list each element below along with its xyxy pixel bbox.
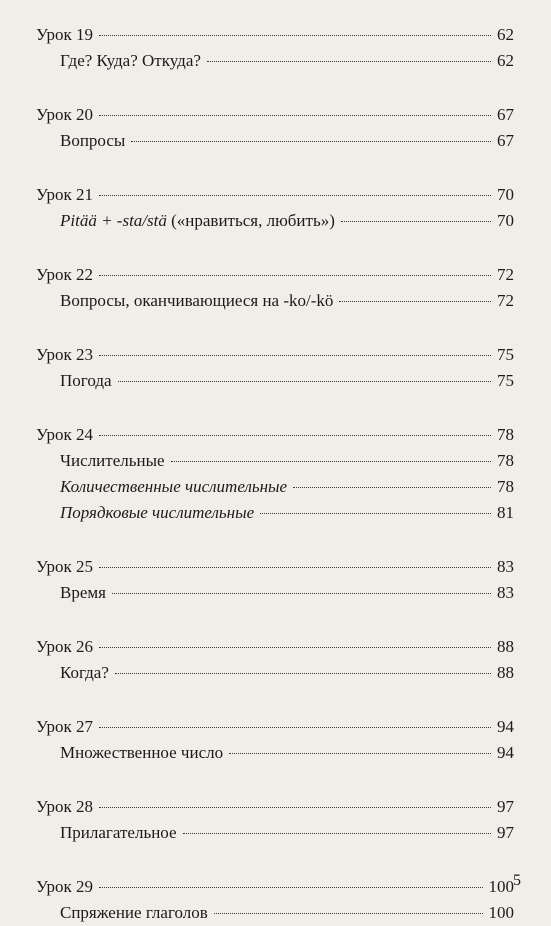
dot-leader <box>171 461 491 462</box>
lesson-title: Урок 22 <box>36 265 94 284</box>
lesson-page-number: 83 <box>497 557 514 576</box>
topic-title <box>60 208 335 234</box>
toc-lesson-row[interactable] <box>36 874 514 900</box>
dot-leader <box>99 355 491 356</box>
toc-topic-row[interactable] <box>36 820 514 846</box>
topic-title: Вопросы <box>60 131 126 150</box>
lesson-page-number: 94 <box>497 717 514 736</box>
dot-leader <box>99 727 491 728</box>
lesson-title: Урок 23 <box>36 345 94 364</box>
topic-title: Порядковые числительные <box>60 503 255 522</box>
topic-title: Вопросы, оканчивающиеся на -ko/-kö <box>60 291 334 310</box>
lesson-title: Урок 28 <box>36 797 94 816</box>
toc-lesson-row[interactable] <box>36 422 514 448</box>
topic-page-number: 75 <box>497 371 514 390</box>
toc-topic-row[interactable] <box>36 128 514 154</box>
dot-leader <box>99 887 482 888</box>
topic-page-number: 97 <box>497 823 514 842</box>
lesson-page-number: 78 <box>497 425 514 444</box>
dot-leader <box>112 593 491 594</box>
toc-topic-row[interactable] <box>36 48 514 74</box>
lesson-page-number: 100 <box>488 877 514 896</box>
toc-lesson <box>36 422 514 526</box>
toc-topic-row[interactable] <box>36 500 514 526</box>
topic-title: Где? Куда? Откуда? <box>60 51 201 70</box>
lesson-title: Урок 26 <box>36 637 94 656</box>
topic-page-number: 88 <box>497 663 514 682</box>
toc-lesson-row[interactable] <box>36 182 514 208</box>
toc-topic-row[interactable] <box>36 900 514 926</box>
toc-lesson-row[interactable] <box>36 714 514 740</box>
toc-lesson-row[interactable] <box>36 794 514 820</box>
toc-lesson-row[interactable] <box>36 22 514 48</box>
lesson-page-number: 97 <box>497 797 514 816</box>
topic-page-number: 94 <box>497 743 514 762</box>
topic-title: Числительные <box>60 451 165 470</box>
dot-leader <box>339 301 491 302</box>
dot-leader <box>99 567 491 568</box>
dot-leader <box>99 115 491 116</box>
lesson-page-number: 67 <box>497 105 514 124</box>
lesson-title: Урок 27 <box>36 717 94 736</box>
topic-page-number: 83 <box>497 583 514 602</box>
toc-topic-row[interactable] <box>36 288 514 314</box>
topic-title: Множественное число <box>60 743 224 762</box>
lesson-title: Урок 19 <box>36 25 94 44</box>
dot-leader <box>341 221 491 222</box>
lesson-page-number: 70 <box>497 185 514 204</box>
dot-leader <box>99 647 491 648</box>
lesson-title: Урок 25 <box>36 557 94 576</box>
dot-leader <box>118 381 491 382</box>
topic-page-number: 67 <box>497 131 514 150</box>
toc-lesson <box>36 22 514 74</box>
dot-leader <box>260 513 491 514</box>
toc-lesson <box>36 102 514 154</box>
lesson-page-number: 72 <box>497 265 514 284</box>
topic-page-number: 70 <box>497 211 514 230</box>
toc-lesson-row[interactable] <box>36 634 514 660</box>
dot-leader <box>99 275 491 276</box>
dot-leader <box>183 833 491 834</box>
toc-lesson <box>36 342 514 394</box>
toc-lesson <box>36 262 514 314</box>
topic-page-number: 100 <box>488 903 514 922</box>
topic-title: Спряжение глаголов <box>60 903 208 922</box>
dot-leader <box>99 35 491 36</box>
lesson-page-number: 62 <box>497 25 514 44</box>
toc-lesson <box>36 874 514 926</box>
lesson-page-number: 88 <box>497 637 514 656</box>
toc-lesson <box>36 794 514 846</box>
lesson-title: Урок 20 <box>36 105 94 124</box>
toc-lesson <box>36 182 514 234</box>
lesson-title: Урок 29 <box>36 877 94 896</box>
topic-title: Количественные числительные <box>60 477 288 496</box>
topic-title-rest: («нравиться, любить») <box>166 211 335 230</box>
topic-page-number: 62 <box>497 51 514 70</box>
toc-lesson-row[interactable] <box>36 554 514 580</box>
toc-lesson <box>36 634 514 686</box>
toc-lesson-row[interactable] <box>36 262 514 288</box>
page-number: 5 <box>513 872 521 889</box>
topic-title: Время <box>60 583 106 602</box>
dot-leader <box>207 61 491 62</box>
dot-leader <box>99 195 491 196</box>
dot-leader <box>131 141 491 142</box>
toc-lesson-row[interactable] <box>36 342 514 368</box>
topic-title: Погода <box>60 371 112 390</box>
table-of-contents <box>36 22 514 926</box>
toc-topic-row[interactable] <box>36 208 514 234</box>
topic-title: Прилагательное <box>60 823 177 842</box>
topic-page-number: 78 <box>497 451 514 470</box>
lesson-title: Урок 24 <box>36 425 94 444</box>
toc-topic-row[interactable] <box>36 448 514 474</box>
toc-topic-row[interactable] <box>36 580 514 606</box>
topic-page-number: 81 <box>497 503 514 522</box>
toc-lesson-row[interactable] <box>36 102 514 128</box>
toc-topic-row[interactable] <box>36 740 514 766</box>
toc-topic-row[interactable] <box>36 474 514 500</box>
dot-leader <box>293 487 491 488</box>
dot-leader <box>214 913 483 914</box>
lesson-title: Урок 21 <box>36 185 94 204</box>
topic-title-italic: Pitää + -sta/stä <box>60 211 167 230</box>
topic-title: Когда? <box>60 663 109 682</box>
dot-leader <box>99 807 491 808</box>
toc-lesson <box>36 714 514 766</box>
toc-topic-row[interactable] <box>36 368 514 394</box>
lesson-page-number: 75 <box>497 345 514 364</box>
topic-page-number: 72 <box>497 291 514 310</box>
dot-leader <box>115 673 491 674</box>
topic-page-number: 78 <box>497 477 514 496</box>
toc-lesson <box>36 554 514 606</box>
dot-leader <box>99 435 491 436</box>
dot-leader <box>229 753 491 754</box>
toc-topic-row[interactable] <box>36 660 514 686</box>
